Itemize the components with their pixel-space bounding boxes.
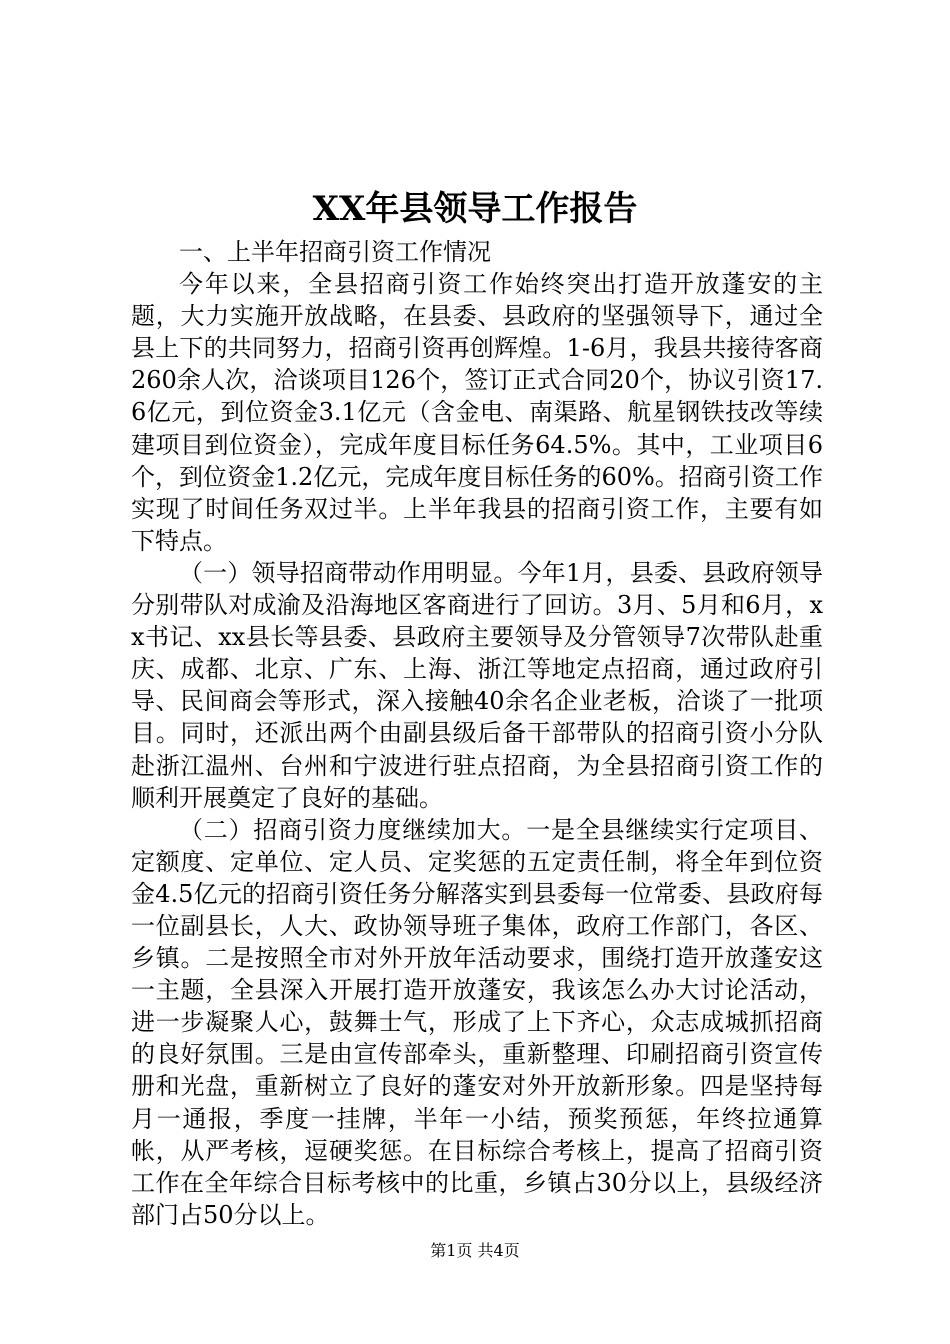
document-body [131,236,823,1231]
body-paragraph: （一）领导招商带动作用明显。今年1月，县委、县政府领导分别带队对成渝及沿海地区客商进行了回访。3月、5月和6月，xx书记、xx县长等县委、县政府主要领导及分管领导7次带队赴重庆、成都、北京、广东、上海、浙江等地定点招商，通过政府引导、民间商会等形式，深入接触40余名企业老板，洽谈了一批项目。同时，还派出两个由副县级后备干部带队的招商引资小分队赴浙江温州、台州和宁波进行驻点招商，为全县招商引资工作的顺利开展奠定了良好的基础。 [131,558,823,812]
body-paragraph: （二）招商引资力度继续加大。一是全县继续实行定项目、定额度、定单位、定人员、定奖惩的五定责任制，将全年到位资金4.5亿元的招商引资任务分解落实到县委每一位常委、县政府每一位副县长，人大、政协领导班子集体，政府工作部门，各区、乡镇。二是按照全市对外开放年活动要求，围绕打造开放蓬安这一主题，全县深入开展打造开放蓬安，我该怎么办大讨论活动，进一步凝聚人心，鼓舞士气，形成了上下齐心，众志成城抓招商的良好氛围。三是由宣传部牵头，重新整理、印刷招商引资宣传册和光盘，重新树立了良好的蓬安对外开放新形象。四是坚持每月一通报，季度一挂牌，半年一小结，预奖预惩，年终拉通算帐，从严考核，逗硬奖惩。在目标综合考核上，提高了招商引资工作在全年综合目标考核中的比重，乡镇占30分以上，县级经济部门占50分以上。 [131,815,823,1229]
body-paragraph: 今年以来，全县招商引资工作始终突出打造开放蓬安的主题，大力实施开放战略，在县委、县政府的坚强领导下，通过全县上下的共同努力，招商引资再创辉煌。1-6月，我县共接待客商260余人次，洽谈项目126个，签订正式合同20个，协议引资17.6亿元，到位资金3.1亿元（含金电、南渠路、航星钢铁技改等续建项目到位资金），完成年度目标任务64.5%。其中，工业项目6个，到位资金1.2亿元，完成年度目标任务的60%。招商引资工作实现了时间任务双过半。上半年我县的招商引资工作，主要有如下特点。 [131,270,823,555]
document-title: XX年县领导工作报告 [312,189,638,229]
section-heading: 一、上半年招商引资工作情况 [179,238,491,266]
page-number-footer: 第1页 共4页 [430,1241,520,1260]
